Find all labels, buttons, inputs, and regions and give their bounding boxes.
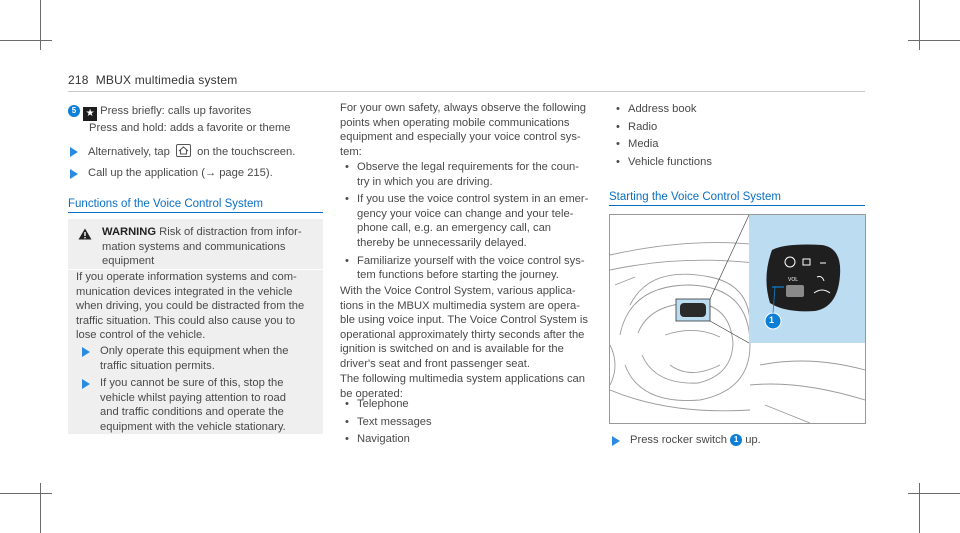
section-rule [68,212,323,213]
warning-line: munication devices integrated in the vehicle [76,285,293,298]
warning-step-2 [100,376,320,434]
text-line: Observe the legal requirements for the coun- [357,161,580,173]
text-line: tem: [340,145,362,158]
text-line: be operated: [340,387,403,400]
warning-line: If you cannot be sure of this, stop the [100,377,284,389]
figure-callout-badge: 1 [769,315,775,325]
list-item: • Vehicle functions [628,154,858,172]
warning-line: vehicle whilst paying attention to road [100,391,286,404]
list-item [357,254,602,283]
warning-heading [102,225,320,269]
applications-list [357,396,597,449]
text-line: With the Voice Control System, various applica- [340,285,576,297]
warning-line: Risk of distraction from infor- [156,226,302,238]
warning-line: Only operate this equipment when the [100,345,289,357]
crop-mark [919,483,920,533]
crop-mark [908,493,960,494]
list-item: • Text messages [357,414,597,432]
header-title: MBUX multimedia system [95,73,238,87]
warning-line: equipment [102,255,155,268]
text-line: If you use the voice control system in an emer- [357,193,589,206]
step-arrow-icon [82,347,90,357]
star-icon: ★ [83,107,97,121]
step-call-up: Call up the application (→ page 215). [88,167,273,179]
text-line: tem functions before starting the journey. [357,269,559,282]
text-line: try in which you are driving. [357,175,493,188]
svg-text:VOL: VOL [788,277,799,283]
crop-mark [908,40,960,41]
text-line: phone call, e.g. an emergency call, can [357,222,552,235]
step-arrow-icon [70,169,78,179]
step-text: on the touchscreen. [197,146,296,158]
text-line: gency your voice can change and your tele- [357,207,574,220]
text-line: tions in the MBUX multimedia system are opera- [340,299,581,312]
text-line: For your own safety, always observe the following [340,102,587,114]
crop-mark [40,0,41,50]
warning-box [68,219,323,434]
list-item: • Media [628,136,858,154]
cockpit-illustration [610,215,865,423]
section-title: Starting the Voice Control System [609,191,781,203]
item-5-line1: Press briefly: calls up favorites [100,105,252,117]
text-line: points when operating mobile communications [340,116,570,129]
safety-paragraph [340,101,600,159]
list-item: • Address book [628,101,858,119]
step-text: Press rocker switch [630,434,727,446]
warning-label: WARNING [102,226,157,238]
warning-line: lose control of the vehicle. [76,329,206,342]
step-alternative [88,144,328,160]
list-item: • Radio [628,119,858,137]
warning-icon [78,228,92,240]
crop-mark [40,483,41,533]
section-title: Functions of the Voice Control System [68,198,263,210]
home-icon [176,144,191,157]
page-header [68,73,237,87]
steering-wheel-figure [609,214,866,424]
warning-line: traffic situation permits. [100,359,215,372]
item-5-line2: Press and hold: adds a favorite or theme [89,122,291,134]
warning-line: mation systems and communications [102,240,286,253]
warning-line: and traffic conditions and operate the [100,406,284,419]
warning-line: when driving, you could be distracted from the [76,300,305,313]
text-line: thereby be unnecessarily delayed. [357,236,527,249]
step-arrow-icon [70,147,78,157]
step-text: Alternatively, tap [88,146,170,158]
page-number: 218 [68,73,89,87]
safety-bullets [357,160,602,283]
warning-line: equipment with the vehicle stationary. [100,420,286,433]
text-line: Familiarize yourself with the voice control sys- [357,254,585,267]
step-arrow-icon [612,436,620,446]
step-press-rocker [630,433,860,448]
header-divider [68,91,865,92]
warning-step-1 [100,344,320,373]
list-item [357,160,602,189]
list-item: • Telephone [357,396,597,414]
step-text: up. [745,434,761,446]
text-line: The following multimedia system applications can [340,373,585,385]
list-item [357,192,602,250]
callout-badge: 1 [730,434,742,446]
voice-control-paragraph [340,284,602,372]
callout-badge: 5 [68,105,80,117]
text-line: driver's seat and front passenger seat. [340,357,530,370]
text-line: ignition is switched on and is available for the [340,343,564,356]
warning-line: If you operate information systems and com- [76,271,297,283]
text-line: ble using voice input. The Voice Control System is [340,314,588,327]
text-line: operational approximately thirty seconds after the [340,328,585,341]
section-rule [609,205,865,206]
text-line: equipment and especially your voice control sys- [340,131,581,144]
warning-body [76,270,321,343]
applications-list-continued [628,101,858,171]
crop-mark [0,493,52,494]
list-item: • Navigation [357,431,597,449]
crop-mark [0,40,52,41]
item-5 [68,104,328,136]
step-arrow-icon [82,379,90,389]
crop-mark [919,0,920,50]
warning-line: traffic situation. This could also cause you to [76,314,296,327]
